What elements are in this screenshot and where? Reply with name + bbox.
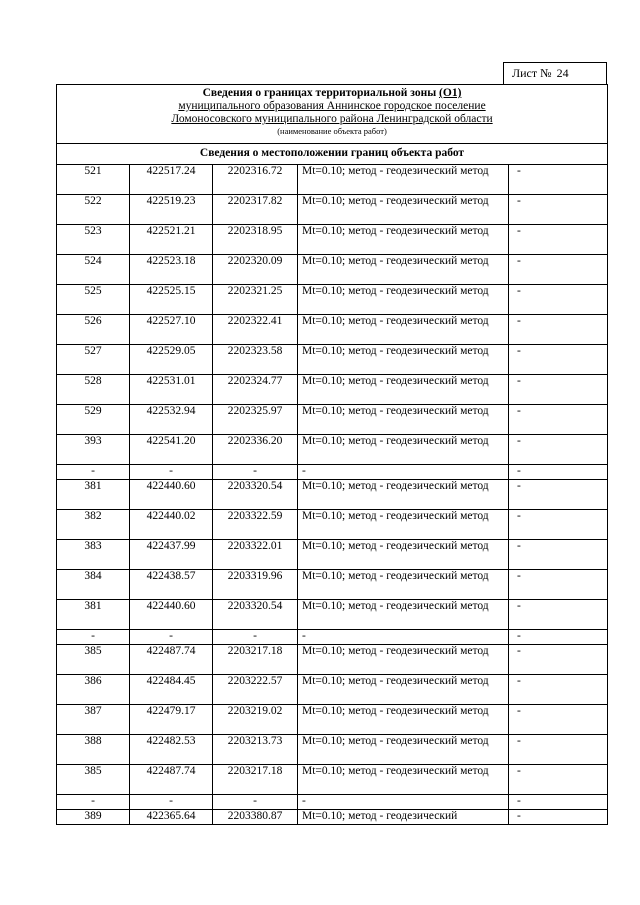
x-coordinate-cell: 422482.53	[130, 735, 213, 765]
point-number-cell: -	[57, 630, 130, 645]
point-number-cell: -	[57, 465, 130, 480]
x-coordinate-cell: -	[130, 795, 213, 810]
point-number-cell: 382	[57, 510, 130, 540]
sheet-number: 24	[556, 66, 569, 80]
method-cell: -	[298, 795, 509, 810]
table-row	[57, 375, 608, 405]
method-cell: Mt=0.10; метод - геодезический метод	[298, 195, 509, 225]
table-row	[57, 630, 608, 645]
y-coordinate-cell: 2202322.41	[213, 315, 298, 345]
x-coordinate-cell: 422517.24	[130, 165, 213, 195]
method-cell: Mt=0.10; метод - геодезический метод	[298, 480, 509, 510]
method-cell: -	[298, 630, 509, 645]
extra-cell: -	[509, 405, 608, 435]
point-number-cell: 385	[57, 765, 130, 795]
extra-cell: -	[509, 540, 608, 570]
y-coordinate-cell: 2202325.97	[213, 405, 298, 435]
table-row	[57, 765, 608, 795]
table-row	[57, 225, 608, 255]
x-coordinate-cell: -	[130, 630, 213, 645]
y-coordinate-cell: 2202323.58	[213, 345, 298, 375]
method-cell: Mt=0.10; метод - геодезический метод	[298, 705, 509, 735]
point-number-cell: 526	[57, 315, 130, 345]
table-row	[57, 540, 608, 570]
extra-cell: -	[509, 225, 608, 255]
extra-cell: -	[509, 315, 608, 345]
table-row	[57, 735, 608, 765]
extra-cell: -	[509, 600, 608, 630]
y-coordinate-cell: 2203320.54	[213, 600, 298, 630]
point-number-cell: 525	[57, 285, 130, 315]
boundary-points-table	[56, 164, 608, 825]
y-coordinate-cell: 2203319.96	[213, 570, 298, 600]
table-row	[57, 795, 608, 810]
y-coordinate-cell: -	[213, 630, 298, 645]
sheet-number-box	[503, 62, 607, 84]
extra-cell: -	[509, 735, 608, 765]
y-coordinate-cell: 2203213.73	[213, 735, 298, 765]
x-coordinate-cell: 422521.21	[130, 225, 213, 255]
table-row	[57, 345, 608, 375]
extra-cell: -	[509, 765, 608, 795]
method-cell: Mt=0.10; метод - геодезический метод	[298, 435, 509, 465]
x-coordinate-cell: 422531.01	[130, 375, 213, 405]
table-row	[57, 675, 608, 705]
y-coordinate-cell: -	[213, 795, 298, 810]
method-cell: Mt=0.10; метод - геодезический метод	[298, 645, 509, 675]
method-cell: Mt=0.10; метод - геодезический метод	[298, 570, 509, 600]
x-coordinate-cell: 422519.23	[130, 195, 213, 225]
x-coordinate-cell: 422487.74	[130, 645, 213, 675]
method-cell: Mt=0.10; метод - геодезический метод	[298, 675, 509, 705]
x-coordinate-cell: 422532.94	[130, 405, 213, 435]
table-row	[57, 255, 608, 285]
method-cell: Mt=0.10; метод - геодезический метод	[298, 225, 509, 255]
table-row	[57, 165, 608, 195]
y-coordinate-cell: 2202324.77	[213, 375, 298, 405]
extra-cell: -	[509, 510, 608, 540]
x-coordinate-cell: 422438.57	[130, 570, 213, 600]
method-cell: Mt=0.10; метод - геодезический метод	[298, 510, 509, 540]
zone-title	[57, 87, 607, 100]
x-coordinate-cell: 422440.60	[130, 600, 213, 630]
point-number-cell: 528	[57, 375, 130, 405]
y-coordinate-cell: 2203217.18	[213, 645, 298, 675]
extra-cell: -	[509, 165, 608, 195]
table-row	[57, 810, 608, 825]
method-cell: Mt=0.10; метод - геодезический	[298, 810, 509, 825]
district-line: Ломоносовского муниципального района Ленинградской области	[171, 113, 493, 125]
table-row	[57, 570, 608, 600]
point-number-cell: 389	[57, 810, 130, 825]
section-title: Сведения о местоположении границ объекта работ	[56, 143, 608, 165]
point-number-cell: 529	[57, 405, 130, 435]
method-cell: Mt=0.10; метод - геодезический метод	[298, 315, 509, 345]
method-cell: Mt=0.10; метод - геодезический метод	[298, 405, 509, 435]
table-row	[57, 600, 608, 630]
y-coordinate-cell: 2203219.02	[213, 705, 298, 735]
method-cell: Mt=0.10; метод - геодезический метод	[298, 540, 509, 570]
x-coordinate-cell: 422525.15	[130, 285, 213, 315]
extra-cell: -	[509, 195, 608, 225]
table-row	[57, 465, 608, 480]
x-coordinate-cell: 422541.20	[130, 435, 213, 465]
x-coordinate-cell: 422365.64	[130, 810, 213, 825]
point-number-cell: 527	[57, 345, 130, 375]
extra-cell: -	[509, 810, 608, 825]
x-coordinate-cell: 422487.74	[130, 765, 213, 795]
method-cell: Mt=0.10; метод - геодезический метод	[298, 600, 509, 630]
point-number-cell: 386	[57, 675, 130, 705]
zone-code: (О1)	[439, 87, 462, 99]
extra-cell: -	[509, 345, 608, 375]
extra-cell: -	[509, 465, 608, 480]
x-coordinate-cell: 422523.18	[130, 255, 213, 285]
sheet-label: Лист №	[512, 66, 552, 80]
y-coordinate-cell: 2202321.25	[213, 285, 298, 315]
method-cell: Mt=0.10; метод - геодезический метод	[298, 735, 509, 765]
extra-cell: -	[509, 375, 608, 405]
point-number-cell: 385	[57, 645, 130, 675]
point-number-cell: 393	[57, 435, 130, 465]
table-row	[57, 435, 608, 465]
method-cell: Mt=0.10; метод - геодезический метод	[298, 255, 509, 285]
extra-cell: -	[509, 630, 608, 645]
table-row	[57, 480, 608, 510]
y-coordinate-cell: -	[213, 465, 298, 480]
x-coordinate-cell: 422529.05	[130, 345, 213, 375]
extra-cell: -	[509, 435, 608, 465]
method-cell: Mt=0.10; метод - геодезический метод	[298, 765, 509, 795]
point-number-cell: 523	[57, 225, 130, 255]
y-coordinate-cell: 2202318.95	[213, 225, 298, 255]
x-coordinate-cell: 422440.60	[130, 480, 213, 510]
zone-title-prefix: Сведения о границах территориальной зоны	[202, 87, 440, 99]
extra-cell: -	[509, 480, 608, 510]
extra-cell: -	[509, 795, 608, 810]
object-caption: (наименование объекта работ)	[277, 126, 387, 136]
x-coordinate-cell: 422479.17	[130, 705, 213, 735]
method-cell: Mt=0.10; метод - геодезический метод	[298, 375, 509, 405]
extra-cell: -	[509, 570, 608, 600]
table-row	[57, 195, 608, 225]
y-coordinate-cell: 2202336.20	[213, 435, 298, 465]
method-cell: Mt=0.10; метод - геодезический метод	[298, 345, 509, 375]
method-cell: Mt=0.10; метод - геодезический метод	[298, 165, 509, 195]
y-coordinate-cell: 2202317.82	[213, 195, 298, 225]
point-number-cell: -	[57, 795, 130, 810]
table-row	[57, 405, 608, 435]
point-number-cell: 387	[57, 705, 130, 735]
y-coordinate-cell: 2203320.54	[213, 480, 298, 510]
point-number-cell: 524	[57, 255, 130, 285]
extra-cell: -	[509, 285, 608, 315]
x-coordinate-cell: 422527.10	[130, 315, 213, 345]
x-coordinate-cell: 422484.45	[130, 675, 213, 705]
y-coordinate-cell: 2202316.72	[213, 165, 298, 195]
table-row	[57, 705, 608, 735]
point-number-cell: 381	[57, 600, 130, 630]
table-row	[57, 645, 608, 675]
municipality-line: муниципального образования Аннинское городское поселение	[178, 100, 486, 112]
y-coordinate-cell: 2203217.18	[213, 765, 298, 795]
y-coordinate-cell: 2203222.57	[213, 675, 298, 705]
point-number-cell: 521	[57, 165, 130, 195]
point-number-cell: 383	[57, 540, 130, 570]
point-number-cell: 384	[57, 570, 130, 600]
extra-cell: -	[509, 705, 608, 735]
y-coordinate-cell: 2203322.59	[213, 510, 298, 540]
x-coordinate-cell: 422440.02	[130, 510, 213, 540]
method-cell: -	[298, 465, 509, 480]
x-coordinate-cell: -	[130, 465, 213, 480]
document-header	[56, 84, 608, 144]
y-coordinate-cell: 2203380.87	[213, 810, 298, 825]
point-number-cell: 388	[57, 735, 130, 765]
extra-cell: -	[509, 675, 608, 705]
table-row	[57, 285, 608, 315]
table-row	[57, 510, 608, 540]
method-cell: Mt=0.10; метод - геодезический метод	[298, 285, 509, 315]
extra-cell: -	[509, 255, 608, 285]
y-coordinate-cell: 2203322.01	[213, 540, 298, 570]
x-coordinate-cell: 422437.99	[130, 540, 213, 570]
y-coordinate-cell: 2202320.09	[213, 255, 298, 285]
point-number-cell: 522	[57, 195, 130, 225]
point-number-cell: 381	[57, 480, 130, 510]
extra-cell: -	[509, 645, 608, 675]
table-row	[57, 315, 608, 345]
